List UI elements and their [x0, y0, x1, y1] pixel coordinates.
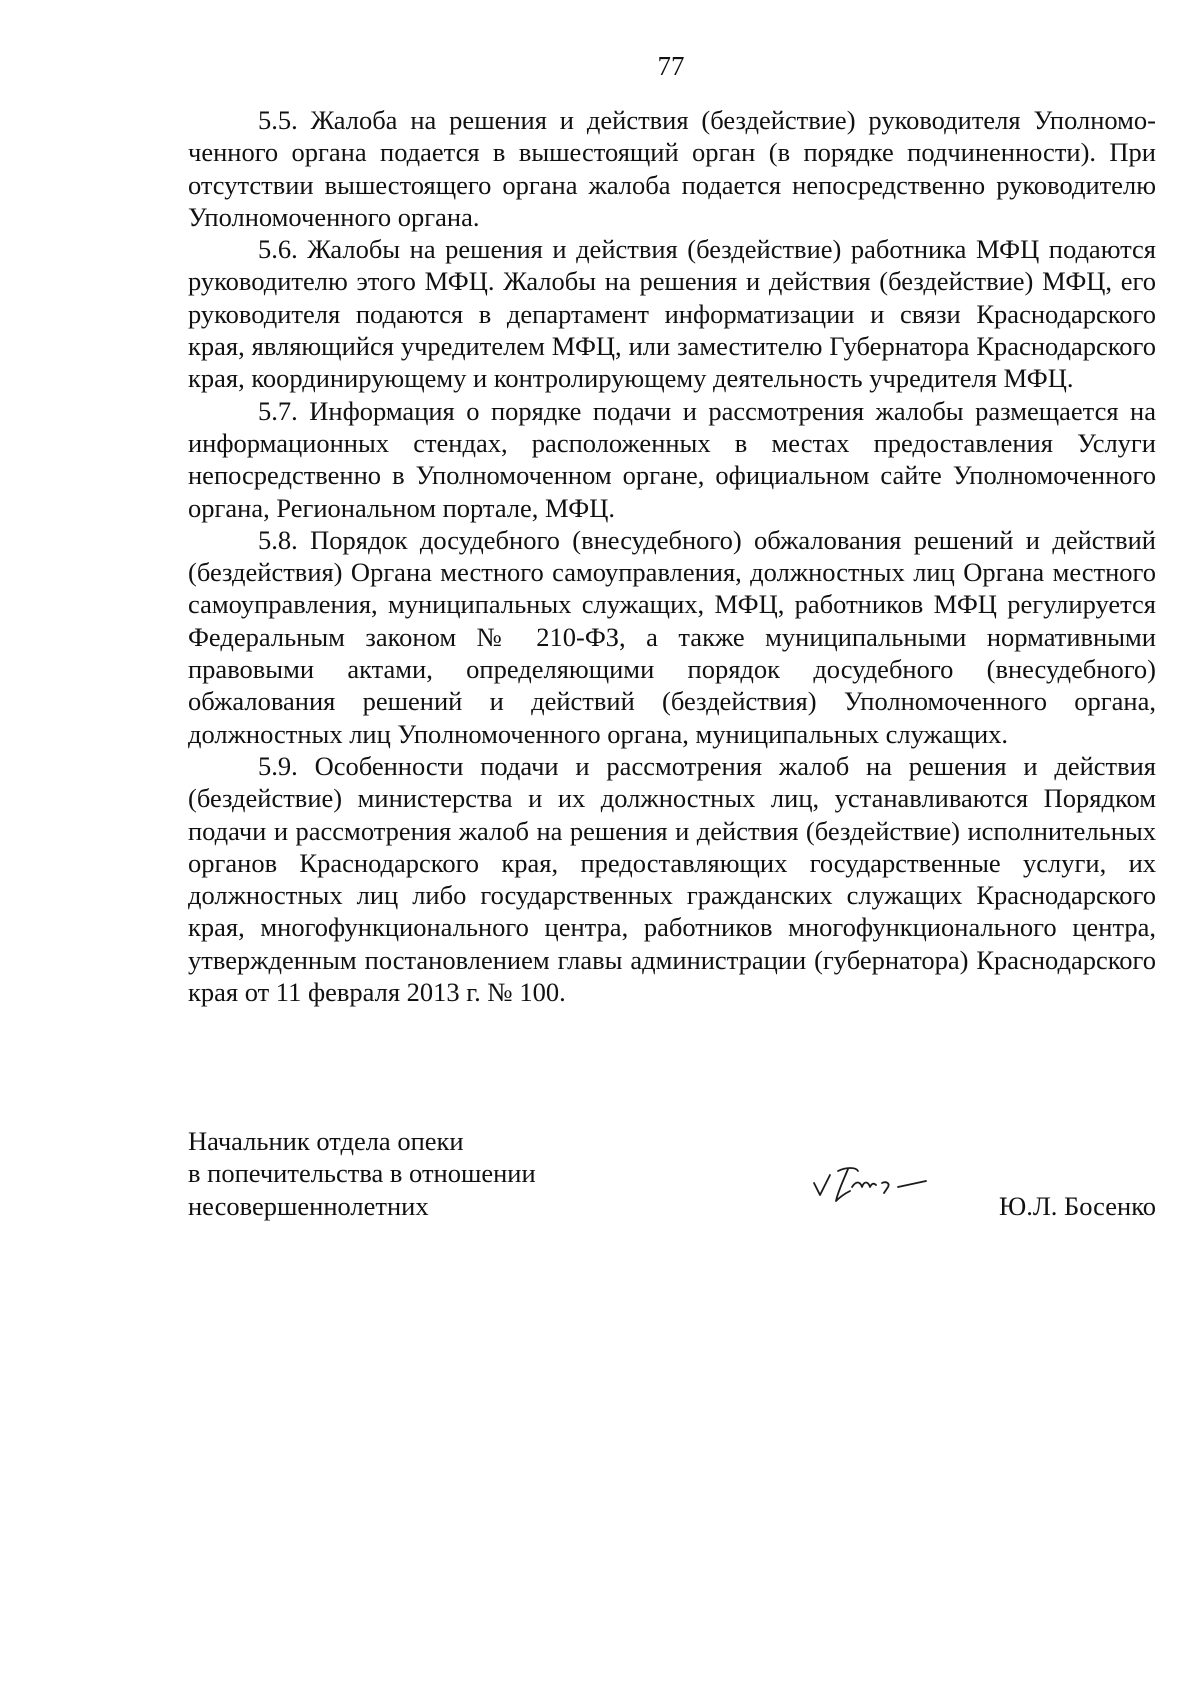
paragraph-5-9: 5.9. Особенности подачи и рассмотрения жалоб на решения и действия (бездействие) министерства и их должностных лиц, устанавливаются Порядком подачи и рассмотрения жалоб на решения и действия (бездействие) исполнительных органов Краснодарского края, предоставляющих государственные услуги, их должностных лиц либо государственных гражданских служащих Краснодарского края, многофункционального центра, работников многофункционального центра, утвержденным постановлением главы администрации (губернатора) Краснодарского края от 11 февраля 2013 г. № 100. [188, 750, 1156, 1008]
signer-position [188, 1125, 536, 1222]
document-body [188, 104, 1156, 1008]
signer-position-line: в попечительства в отношении [188, 1158, 536, 1189]
paragraph-5-5: 5.5. Жалоба на решения и действия (бездействие) руководителя Уполномоченного органа подается в вышестоящий орган (в порядке подчиненности). При отсутствии вышестоящего органа жалоба подается непосредственно руководителю Уполномоченного органа. [188, 105, 1156, 232]
signer-position-line: Начальник отдела опеки [188, 1126, 464, 1156]
signer-name: Ю.Л. Босенко [998, 1191, 1156, 1221]
signer-position-line: несовершеннолетних [188, 1190, 429, 1221]
paragraph-5-6: 5.6. Жалобы на решения и действия (бездействие) работника МФЦ подаются руководителю этого МФЦ. Жалобы на решения и действия (бездействие) МФЦ, его руководителя подаются в департамент информатизации и связи Краснодарского края, являющийся учредителем МФЦ, или заместителю Губернатора Краснодарского края, координирующему и контролирующему деятельность учредителя МФЦ. [188, 234, 1156, 394]
signature-block [188, 1125, 1156, 1235]
handwritten-signature [808, 1157, 948, 1217]
page-number: 77 [657, 51, 685, 81]
paragraph-5-7: 5.7. Информация о порядке подачи и рассмотрения жалобы размещается на информационных стендах, расположенных в местах предоставления Услуги непосредственно в Уполномоченном органе, официальном сайте Уполномоченного органа, Региональном портале, МФЦ. [188, 395, 1156, 523]
paragraph-5-8: 5.8. Порядок досудебного (внесудебного) обжалования решений и действий (бездействия) Органа местного самоуправления, должностных лиц Органа местного самоуправления, муниципальных служащих, МФЦ, работников МФЦ регулируется Федеральным законом № 210-ФЗ, а также муниципальными нормативными правовыми актами, определяющими порядок досудебного (внесудебного) обжалования решений и действий (бездействия) Уполномоченного органа, должностных лиц Уполномоченного органа, муниципальных служащих. [188, 524, 1156, 749]
